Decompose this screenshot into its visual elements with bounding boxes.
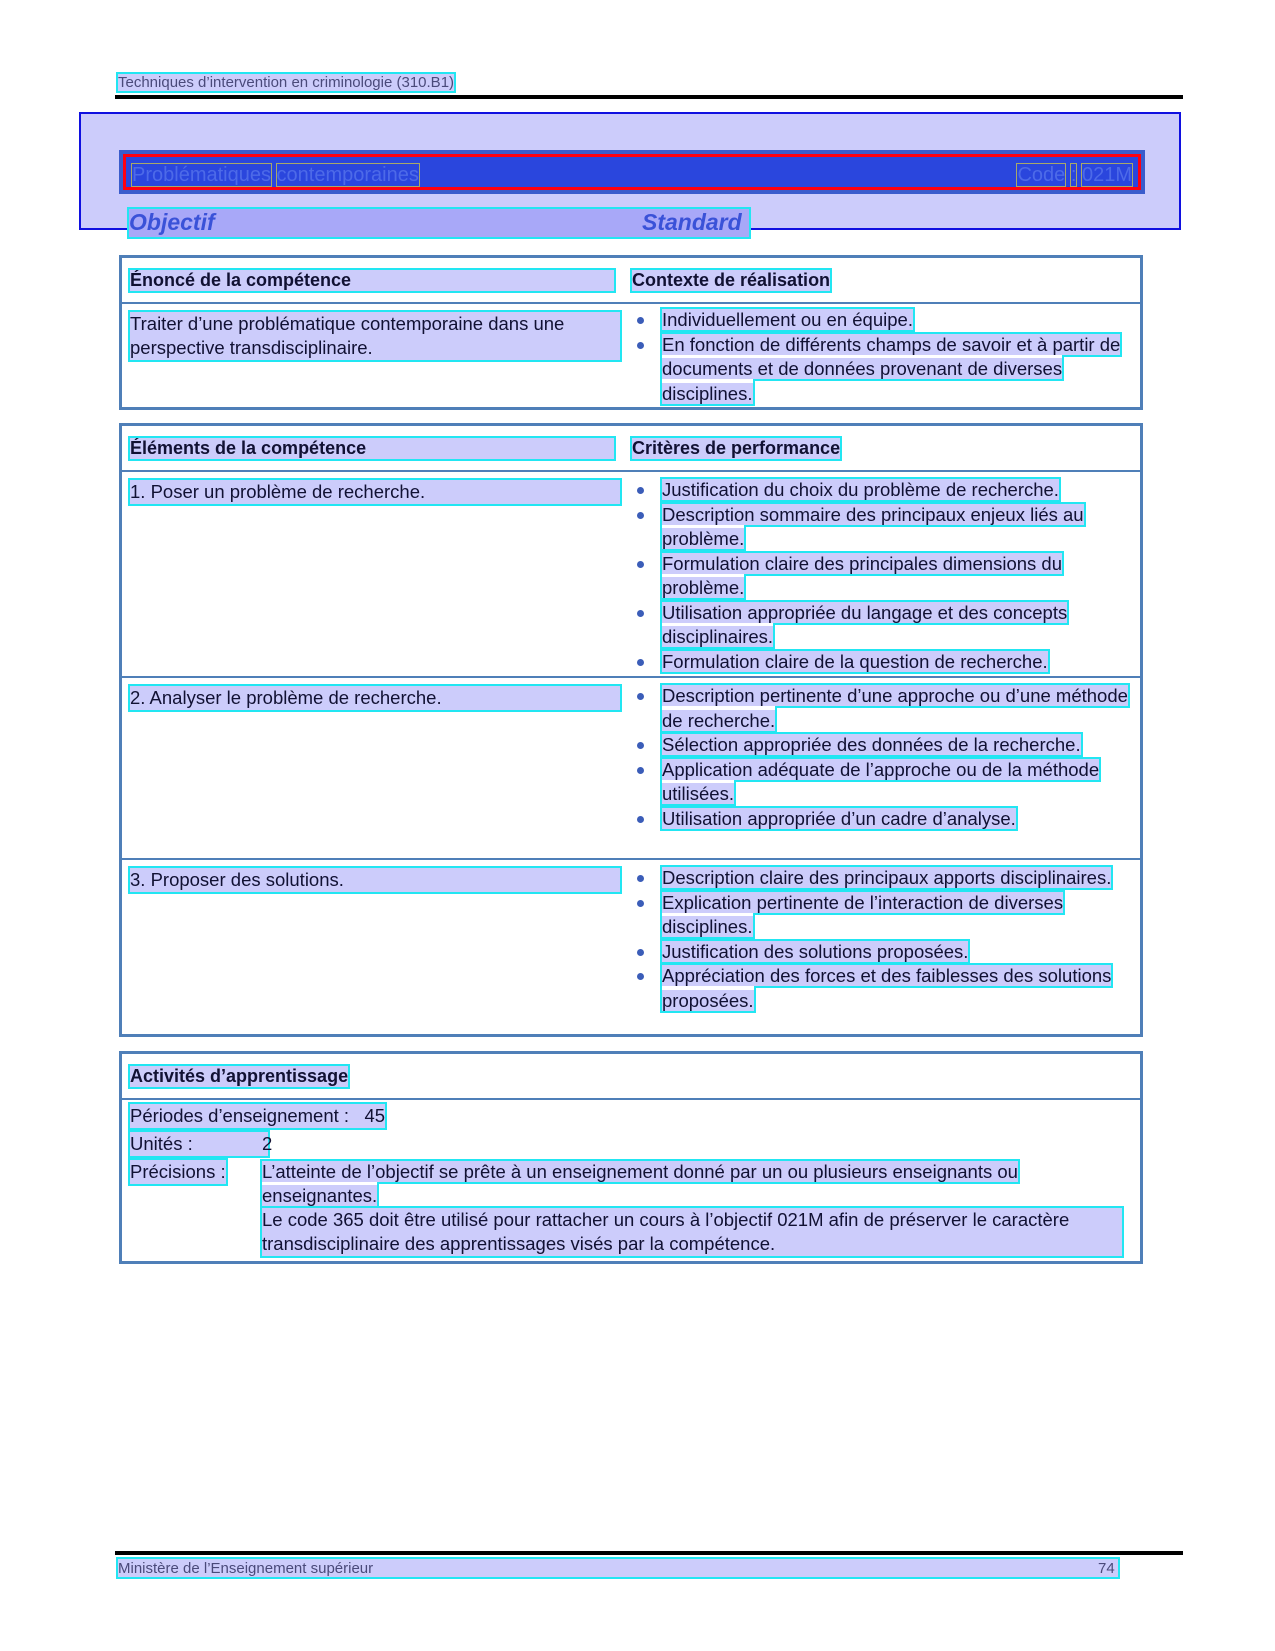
critere-item: Description pertinente d’une approche ou d’une méthode de recherche. — [632, 684, 1130, 733]
unites-value: 2 — [262, 1133, 273, 1154]
periodes-label: Périodes d’enseignement : — [130, 1105, 350, 1126]
critere-item: Formulation claire de la question de recherche. — [632, 650, 1130, 675]
bullet-icon — [637, 487, 644, 494]
competence-row — [122, 304, 1140, 404]
elements-table-header — [122, 426, 1140, 472]
unites-label: Unités : — [130, 1133, 193, 1154]
critere-item: Justification des solutions proposées. — [632, 940, 1130, 965]
element-text: 3. Proposer des solutions. — [130, 868, 620, 892]
activites-table-header — [122, 1054, 1140, 1100]
standard-heading: Standard — [642, 209, 742, 235]
bullet-icon — [637, 610, 644, 617]
course-title-bar — [119, 150, 1145, 194]
course-code-label: Code — [1017, 164, 1066, 186]
unites-line — [130, 1132, 273, 1156]
enonce-text: Traiter d’une problématique contemporaine dans une perspective transdisciplinaire. — [130, 312, 620, 360]
course-title-word: Problématiques — [132, 164, 271, 186]
element-row-1 — [122, 472, 1140, 676]
page-header-program: Techniques d’intervention en criminologie (310.B1) — [118, 74, 455, 91]
bullet-icon — [637, 949, 644, 956]
objective-standard-heads — [129, 209, 749, 237]
course-title-frame — [123, 154, 1141, 190]
criteres-list — [632, 866, 1130, 1013]
critere-item: Justification du choix du problème de recherche. — [632, 478, 1130, 503]
contexte-list — [632, 308, 1130, 406]
criteres-heading: Critères de performance — [632, 438, 841, 458]
element-text: 2. Analyser le problème de recherche. — [130, 686, 620, 710]
course-code-sep: : — [1070, 164, 1077, 186]
bullet-icon — [637, 561, 644, 568]
bullet-icon — [637, 342, 644, 349]
critere-item: Appréciation des forces et des faiblesses des solutions proposées. — [632, 964, 1130, 1013]
element-row-2 — [122, 676, 1140, 858]
enonce-heading: Énoncé de la compétence — [130, 270, 614, 291]
activites-body — [122, 1100, 1140, 1260]
bullet-icon — [637, 973, 644, 980]
bullet-icon — [637, 317, 644, 324]
criteres-list — [632, 478, 1130, 674]
competence-table — [119, 255, 1143, 410]
contexte-item: En fonction de différents champs de savoir et à partir de documents et de données provenant de diverses disciplines. — [632, 333, 1130, 407]
activites-table — [119, 1051, 1143, 1264]
periodes-value: 45 — [364, 1105, 386, 1126]
competence-table-header — [122, 258, 1140, 304]
objectif-heading: Objectif — [129, 209, 215, 235]
bullet-icon — [637, 512, 644, 519]
course-title — [132, 165, 419, 185]
critere-item: Utilisation appropriée du langage et des concepts disciplinaires. — [632, 601, 1130, 650]
contexte-item: Individuellement ou en équipe. — [632, 308, 1130, 333]
critere-item: Sélection appropriée des données de la recherche. — [632, 733, 1130, 758]
bullet-icon — [637, 816, 644, 823]
bullet-icon — [637, 659, 644, 666]
precisions-paragraph-1: L’atteinte de l’objectif se prête à un enseignement donné par un ou plusieurs enseignants ou enseignantes. — [262, 1161, 1018, 1206]
precisions-paragraph-2: Le code 365 doit être utilisé pour rattacher un cours à l’objectif 021M afin de préserver le caractère transdisciplinaire des apprentissages visés par la compétence. — [262, 1208, 1122, 1256]
contexte-heading: Contexte de réalisation — [632, 270, 831, 290]
element-text: 1. Poser un problème de recherche. — [130, 480, 620, 504]
footer-page-number: 74 — [1098, 1560, 1115, 1577]
footer-rule — [115, 1551, 1183, 1555]
bullet-icon — [637, 875, 644, 882]
periodes-line — [130, 1104, 385, 1128]
footer-ministry: Ministère de l’Enseignement supérieur — [118, 1560, 374, 1577]
header-rule — [115, 95, 1183, 99]
critere-item: Description sommaire des principaux enjeux liés au problème. — [632, 503, 1130, 552]
elements-table — [119, 423, 1143, 1037]
course-title-word: contemporaines — [276, 164, 419, 186]
critere-item: Description claire des principaux apports disciplinaires. — [632, 866, 1130, 891]
precisions-label: Précisions : — [130, 1161, 226, 1182]
bullet-icon — [637, 693, 644, 700]
critere-item: Explication pertinente de l’interaction de diverses disciplines. — [632, 891, 1130, 940]
elements-heading: Éléments de la compétence — [130, 438, 614, 459]
critere-item: Formulation claire des principales dimensions du problème. — [632, 552, 1130, 601]
criteres-list — [632, 684, 1130, 831]
precisions-text — [262, 1160, 1122, 1256]
course-code — [1017, 165, 1132, 185]
course-code-value: 021M — [1081, 164, 1132, 186]
critere-item: Application adéquate de l’approche ou de la méthode utilisées. — [632, 758, 1130, 807]
critere-item: Utilisation appropriée d’un cadre d’analyse. — [632, 807, 1130, 832]
activites-heading: Activités d’apprentissage — [130, 1066, 349, 1086]
bullet-icon — [637, 900, 644, 907]
bullet-icon — [637, 742, 644, 749]
element-row-3 — [122, 858, 1140, 1040]
bullet-icon — [637, 767, 644, 774]
